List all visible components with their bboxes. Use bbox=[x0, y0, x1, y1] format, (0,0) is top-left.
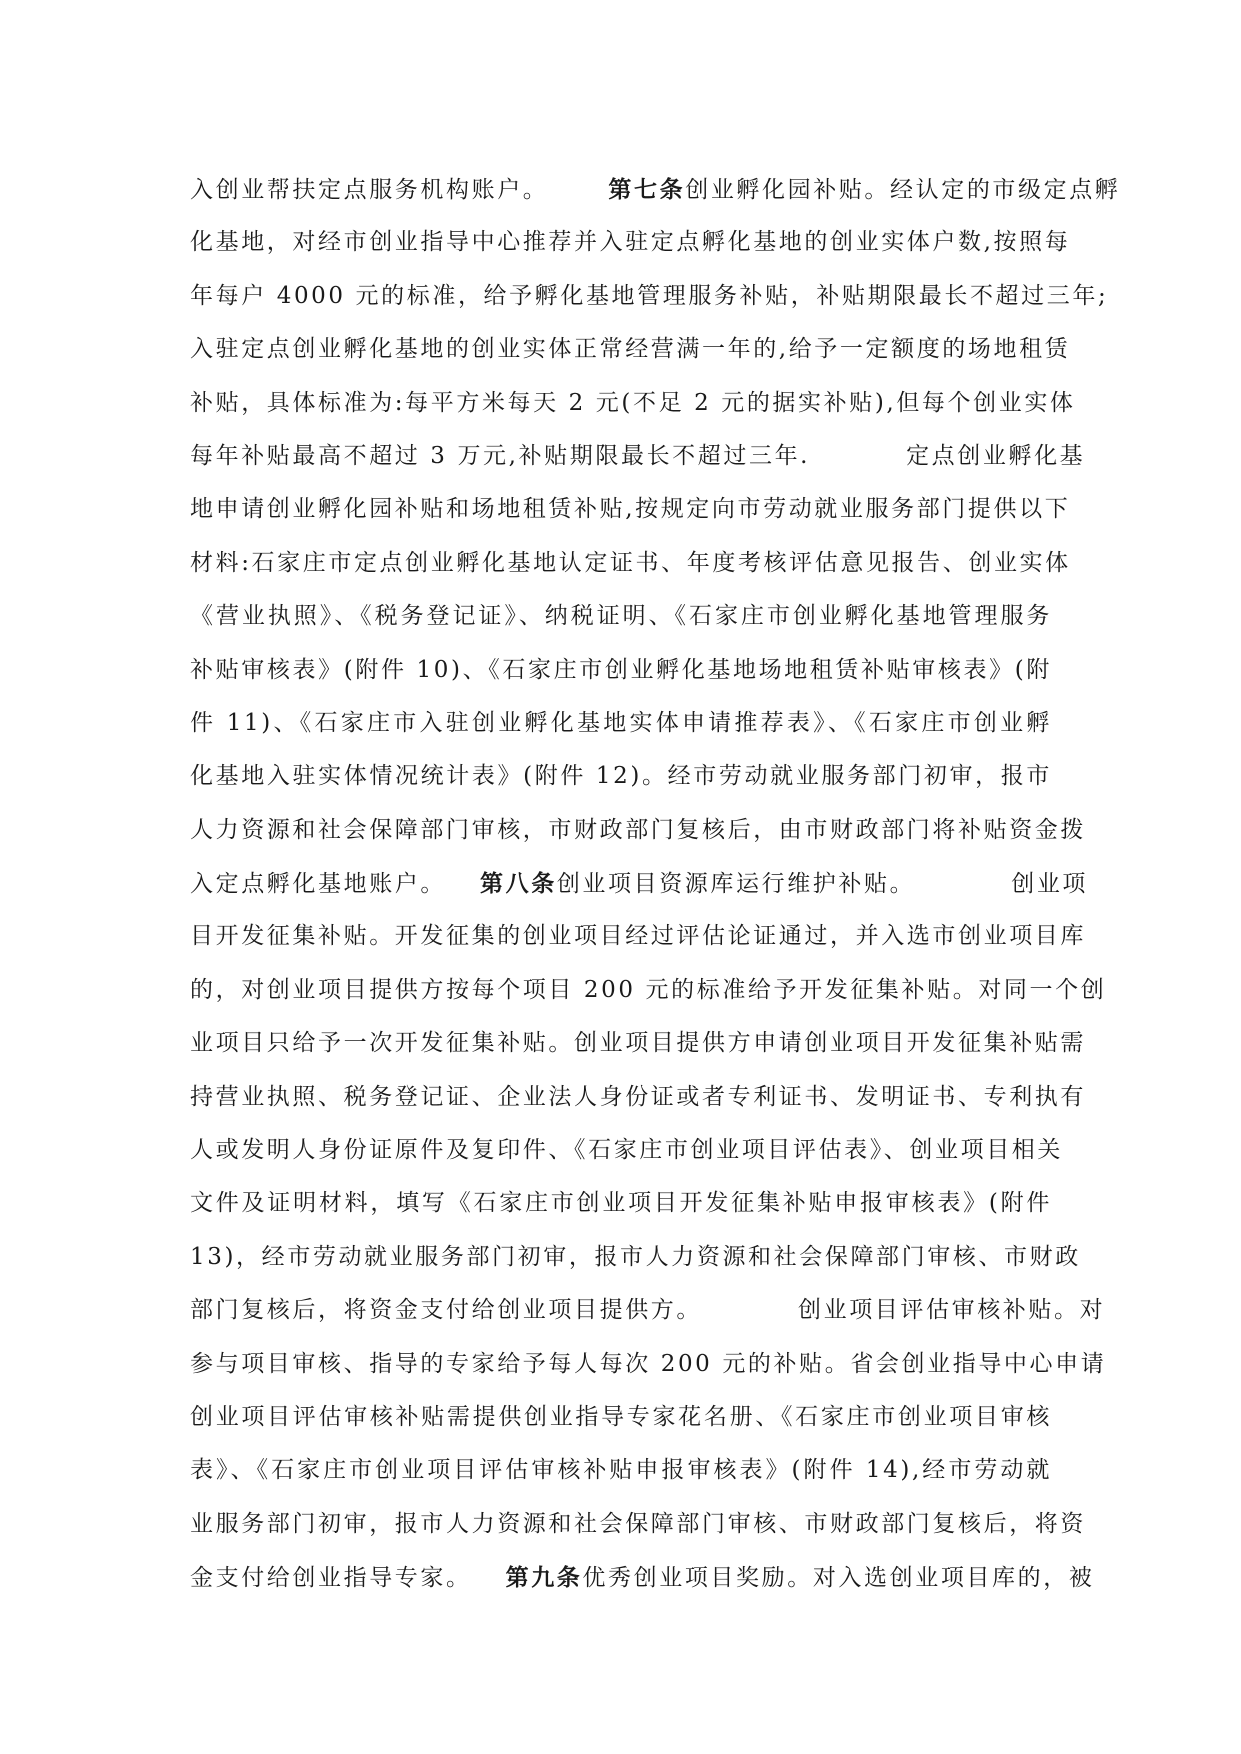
text-segment: 入定点孵化基地账户。 bbox=[190, 871, 446, 898]
text-line bbox=[190, 1284, 1106, 1337]
text-segment: 金支付给创业指导专家。 bbox=[190, 1565, 472, 1592]
text-segment: 定点创业孵化基 bbox=[906, 442, 1086, 469]
text-line bbox=[190, 430, 1086, 483]
text-line: 补贴审核表》(附件 10)、《石家庄市创业孵化基地场地租赁补贴审核表》(附 bbox=[190, 656, 1052, 683]
text-line: 人力资源和社会保障部门审核，市财政部门复核后，由市财政部门将补贴资金拨 bbox=[190, 816, 1086, 843]
text-line: 地申请创业孵化园补贴和场地租赁补贴,按规定向市劳动就业服务部门提供以下 bbox=[190, 496, 1071, 523]
text-line: 材料:石家庄市定点创业孵化基地认定证书、年度考核评估意见报告、创业实体 bbox=[190, 549, 1071, 576]
text-line: 化基地入驻实体情况统计表》(附件 12)。经市劳动就业服务部门初审，报市 bbox=[190, 763, 1052, 790]
text-line: 入驻定点创业孵化基地的创业实体正常经营满一年的,给予一定额度的场地租赁 bbox=[190, 336, 1071, 363]
text-segment: 优秀创业项目奖励。对入选创业项目库的，被 bbox=[582, 1565, 1095, 1592]
text-line: 业服务部门初审，报市人力资源和社会保障部门审核、市财政部门复核后，将资 bbox=[190, 1510, 1086, 1537]
text-line: 文件及证明材料，填写《石家庄市创业项目开发征集补贴申报审核表》(附件 bbox=[190, 1190, 1052, 1217]
text-line bbox=[190, 1551, 1095, 1604]
text-line bbox=[190, 857, 1089, 910]
text-line: 表》、《石家庄市创业项目评估审核补贴申报审核表》(附件 14),经市劳动就 bbox=[190, 1457, 1052, 1484]
text-segment: 创业项目资源库运行维护补贴。 bbox=[556, 871, 916, 898]
article-heading-7: 第七条 bbox=[608, 176, 686, 203]
text-line: 创业项目评估审核补贴需提供创业指导专家花名册、《石家庄市创业项目审核 bbox=[190, 1403, 1052, 1430]
text-line: 参与项目审核、指导的专家给予每人每次 200 元的补贴。省会创业指导中心申请 bbox=[190, 1350, 1107, 1377]
text-segment: 入创业帮扶定点服务机构账户。 bbox=[190, 177, 549, 203]
text-segment: 每年补贴最高不超过 3 万元,补贴期限最长不超过三年. bbox=[190, 442, 811, 469]
article-heading-8: 第八条 bbox=[480, 870, 557, 898]
text-line: 人或发明人身份证原件及复印件、《石家庄市创业项目评估表》、创业项目相关 bbox=[190, 1137, 1063, 1164]
text-segment: 部门复核后，将资金支付给创业项目提供方。 bbox=[190, 1297, 702, 1324]
text-line: 13)，经市劳动就业服务部门初审，报市人力资源和社会保障部门审核、市财政 bbox=[190, 1243, 1081, 1270]
text-line: 化基地，对经市创业指导中心推荐并入驻定点孵化基地的创业实体户数,按照每 bbox=[190, 229, 1071, 256]
text-line: 目开发征集补贴。开发征集的创业项目经过评估论证通过，并入选市创业项目库 bbox=[190, 923, 1086, 950]
text-segment: 创业项目评估审核补贴。对 bbox=[798, 1297, 1106, 1324]
text-line: 年每户 4000 元的标准，给予孵化基地管理服务补贴，补贴期限最长不超过三年; bbox=[190, 282, 1109, 309]
text-line bbox=[190, 163, 1121, 216]
text-segment: 创业项 bbox=[1011, 871, 1089, 898]
text-line: 业项目只给予一次开发征集补贴。创业项目提供方申请创业项目开发征集补贴需 bbox=[190, 1030, 1086, 1057]
document-body bbox=[190, 163, 1121, 1605]
text-line: 的，对创业项目提供方按每个项目 200 元的标准给予开发征集补贴。对同一个创 bbox=[190, 976, 1107, 1003]
text-line: 件 11)、《石家庄市入驻创业孵化基地实体申请推荐表》、《石家庄市创业孵 bbox=[190, 709, 1052, 736]
text-line: 持营业执照、税务登记证、企业法人身份证或者专利证书、发明证书、专利执有 bbox=[190, 1083, 1086, 1110]
article-heading-9: 第九条 bbox=[505, 1564, 583, 1592]
text-segment: 创业孵化园补贴。经认定的市级定点孵 bbox=[685, 177, 1121, 203]
text-line: 补贴，具体标准为:每平方米每天 2 元(不足 2 元的据实补贴),但每个创业实体 bbox=[190, 389, 1076, 416]
text-line: 《营业执照》、《税务登记证》、纳税证明、《石家庄市创业孵化基地管理服务 bbox=[190, 603, 1052, 630]
